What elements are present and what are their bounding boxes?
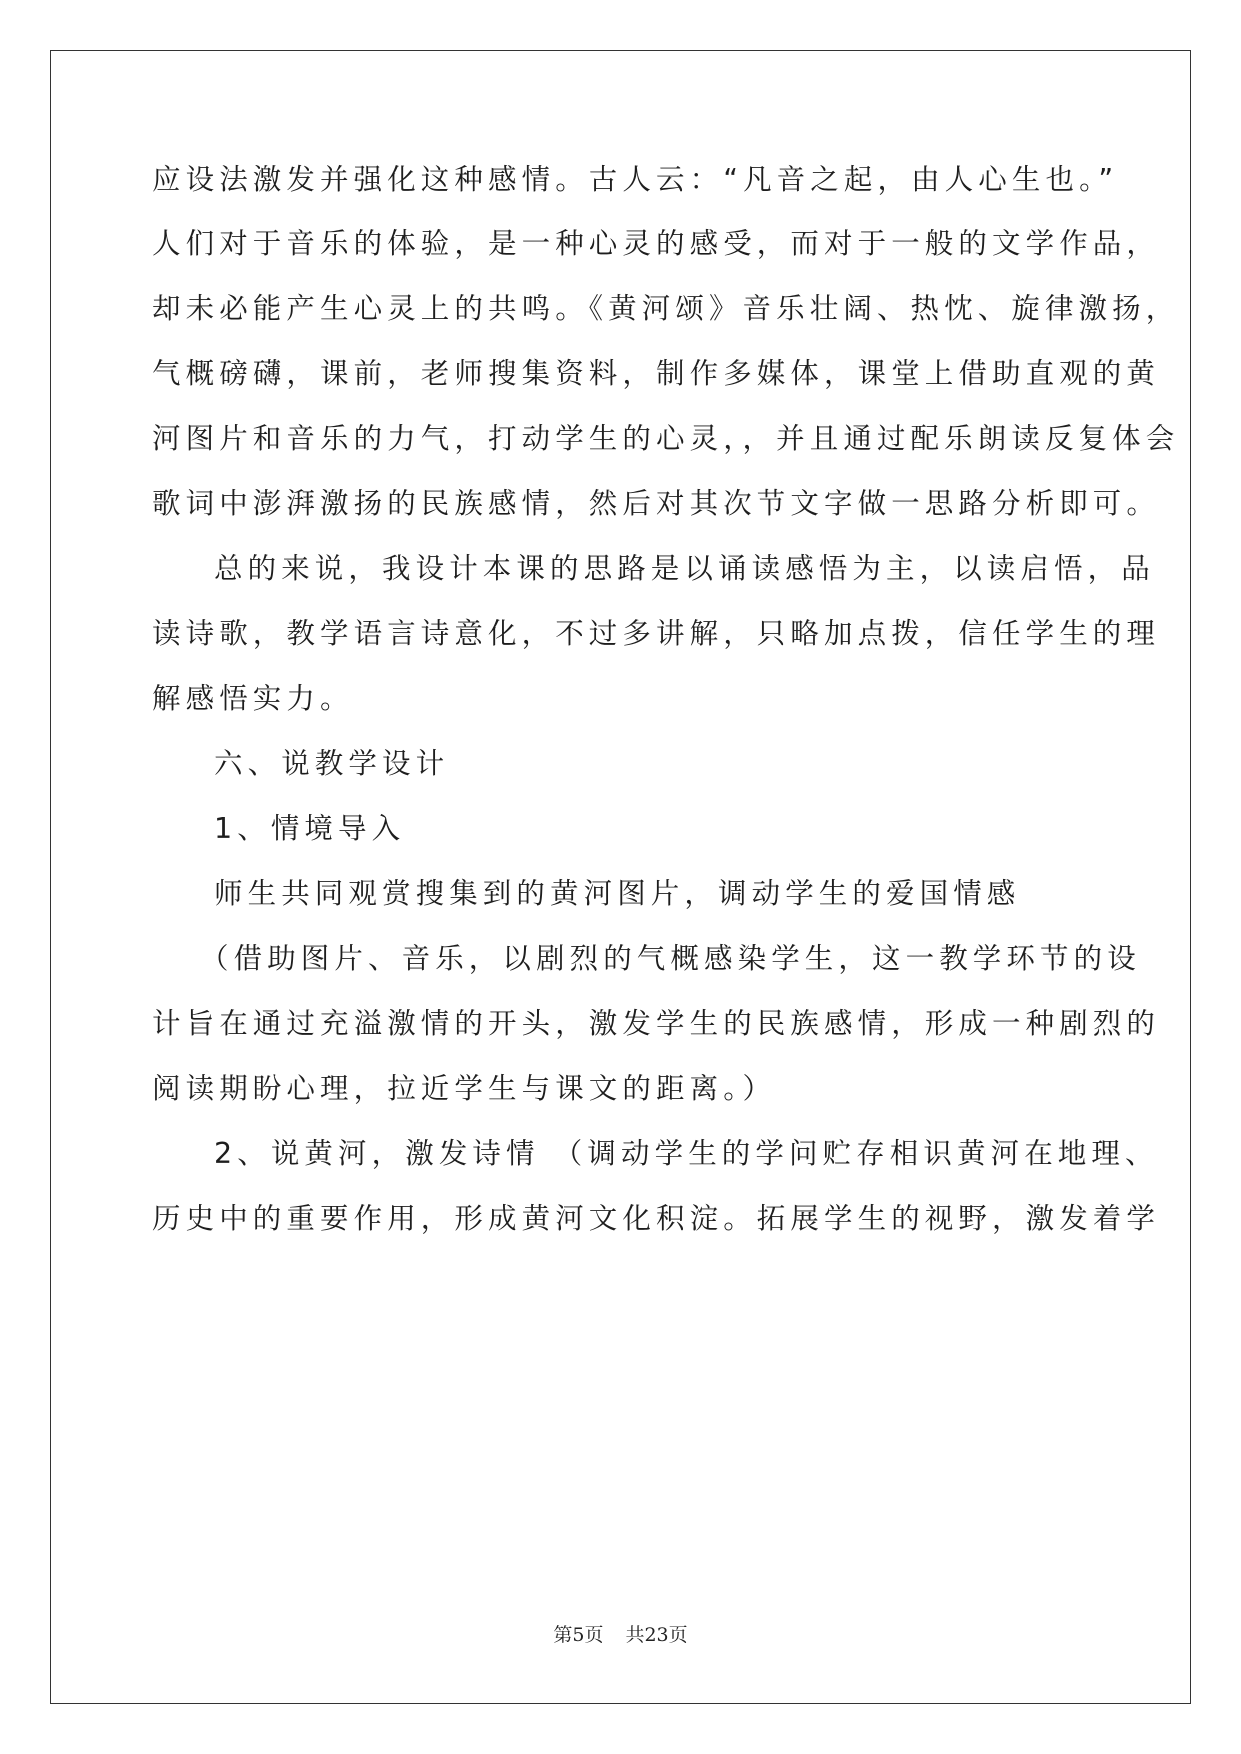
subsection-heading: 2、说黄河，激发诗情 （调动学生的学问贮存相识黄河在地理、 xyxy=(214,1137,1159,1170)
text-line: （借助图片、音乐，以剧烈的气概感染学生，这一教学环节的设 xyxy=(200,942,1141,975)
text-line: 解感悟实力。 xyxy=(152,682,354,715)
text-line: 总的来说，我设计本课的思路是以诵读感悟为主，以读启悟，品 xyxy=(214,552,1155,585)
text-line: 历史中的重要作用，形成黄河文化积淀。拓展学生的视野，激发着学 xyxy=(152,1202,1161,1235)
page-total: 共23页 xyxy=(625,1624,688,1646)
page-footer xyxy=(0,1620,1241,1647)
page-number: 第5页 xyxy=(553,1624,604,1646)
text-line: 读诗歌，教学语言诗意化，不过多讲解，只略加点拨，信任学生的理 xyxy=(152,617,1161,650)
text-line: 人们对于音乐的体验，是一种心灵的感受，而对于一般的文学作品， xyxy=(152,227,1161,260)
text-line: 却未必能产生心灵上的共鸣。《黄河颂》音乐壮阔、热忱、旋律激扬， xyxy=(152,292,1180,325)
section-heading: 六、说教学设计 xyxy=(214,747,450,780)
text-line: 计旨在通过充溢激情的开头，激发学生的民族感情，形成一种剧烈的 xyxy=(152,1007,1161,1040)
text-line: 应设法激发并强化这种感情。古人云：“凡音之起，由人心生也。” xyxy=(152,163,1119,196)
text-line: 师生共同观赏搜集到的黄河图片，调动学生的爱国情感 xyxy=(214,877,1021,910)
text-line: 河图片和音乐的力气，打动学生的心灵，，并且通过配乐朗读反复体会 xyxy=(152,422,1180,455)
text-line: 阅读期盼心理，拉近学生与课文的距离。） xyxy=(152,1072,777,1105)
subsection-heading: 1、情境导入 xyxy=(214,812,406,845)
text-line: 歌词中澎湃激扬的民族感情，然后对其次节文字做一思路分析即可。 xyxy=(152,487,1161,520)
text-line: 气概磅礴，课前，老师搜集资料，制作多媒体，课堂上借助直观的黄 xyxy=(152,357,1161,390)
